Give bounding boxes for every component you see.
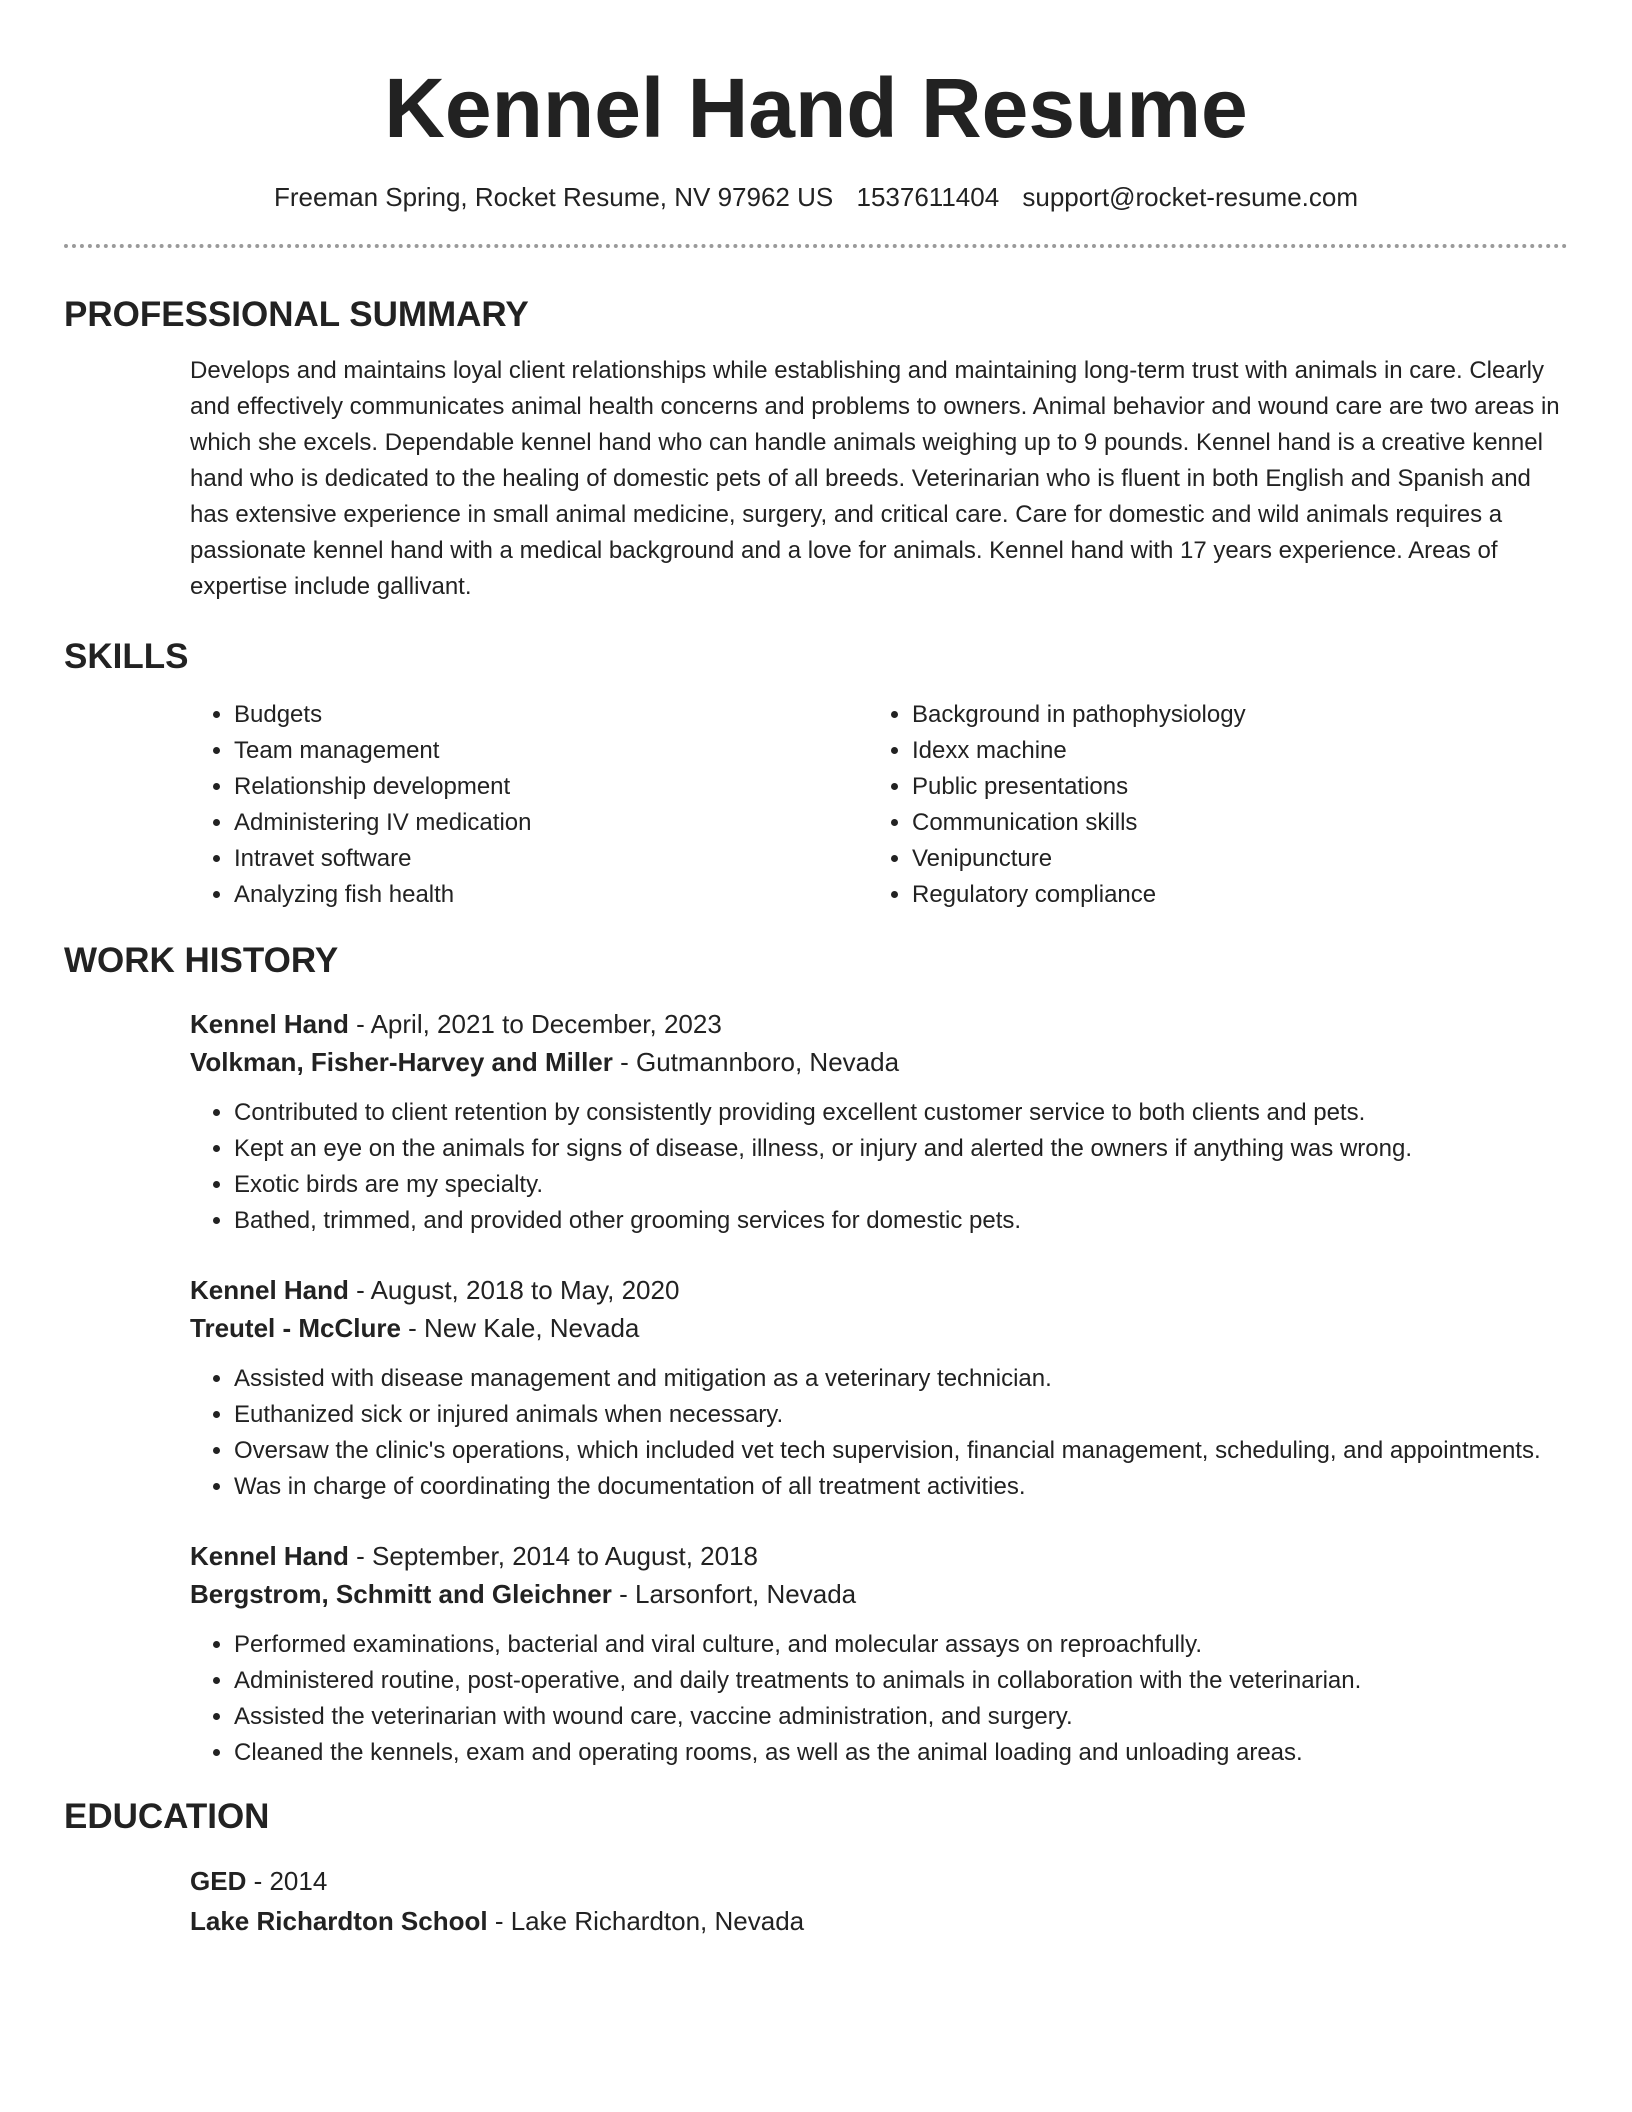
contact-phone: 1537611404 xyxy=(856,182,1000,212)
job-duty: • Cleaned the kennels, exam and operating rooms, as well as the animal loading and unloading areas. xyxy=(234,1735,1568,1771)
job-company-line xyxy=(190,1309,1568,1347)
header-divider xyxy=(64,244,1568,248)
job-location: - New Kale, Nevada xyxy=(400,1313,640,1343)
skill-item: • Background in pathophysiology xyxy=(912,697,1546,733)
summary-heading: PROFESSIONAL SUMMARY xyxy=(64,295,529,334)
education-location: - Lake Richardton, Nevada xyxy=(487,1906,805,1936)
skills-grid xyxy=(190,697,1568,913)
job-duty: • Euthanized sick or injured animals when necessary. xyxy=(234,1397,1568,1433)
skill-item: • Analyzing fish health xyxy=(234,877,868,913)
job-duty: • Bathed, trimmed, and provided other grooming services for domestic pets. xyxy=(234,1203,1568,1239)
education-year: - 2014 xyxy=(246,1866,328,1896)
job-company: Bergstrom, Schmitt and Gleichner xyxy=(190,1579,612,1609)
skill-item: • Venipuncture xyxy=(912,841,1546,877)
job-title-line xyxy=(190,1005,1568,1043)
contact-email: support@rocket-resume.com xyxy=(1022,182,1359,212)
job-duty: • Performed examinations, bacterial and viral culture, and molecular assays on reproachfully. xyxy=(234,1627,1568,1663)
skill-item: • Regulatory compliance xyxy=(912,877,1546,913)
job-dates: - August, 2018 to May, 2020 xyxy=(348,1275,680,1305)
job-title: Kennel Hand xyxy=(190,1009,349,1039)
skill-item: • Intravet software xyxy=(234,841,868,877)
job-location: - Gutmannboro, Nevada xyxy=(612,1047,900,1077)
skills-column-right xyxy=(868,697,1546,913)
job-title-line xyxy=(190,1537,1568,1575)
education-entry xyxy=(190,1861,1568,1941)
summary-text: Develops and maintains loyal client relationships while establishing and maintaining long-term trust with animals in care. Clearly and effectively communicates animal health concerns and problems to owners. Animal behavior and wound care are two areas in which she excels. Dependable kennel hand who can handle animals weighing up to 9 pounds. Kennel hand is a creative kennel hand who is dedicated to the healing of domestic pets of all breeds. Veterinarian who is fluent in both English and Spanish and has extensive experience in small animal medicine, surgery, and critical care. Care for domestic and wild animals requires a passionate kennel hand with a medical background and a love for animals. Kennel hand with 17 years experience. Areas of expertise include gallivant. xyxy=(190,357,1560,600)
job-company-line xyxy=(190,1043,1568,1081)
skill-item: • Team management xyxy=(234,733,868,769)
skill-item: • Idexx machine xyxy=(912,733,1546,769)
resume-page xyxy=(64,0,1568,1941)
job-title: Kennel Hand xyxy=(190,1541,349,1571)
skills-column-left xyxy=(190,697,868,913)
education-school: Lake Richardton School xyxy=(190,1906,488,1936)
job-company: Volkman, Fisher-Harvey and Miller xyxy=(190,1047,613,1077)
job-duty: • Oversaw the clinic's operations, which included vet tech supervision, financial management, scheduling, and appointments. xyxy=(234,1433,1568,1469)
education-school-line xyxy=(190,1901,1568,1941)
contact-address: Freeman Spring, Rocket Resume, NV 97962 US xyxy=(273,182,834,212)
skills-heading: SKILLS xyxy=(64,637,189,676)
job-duty: • Contributed to client retention by consistently providing excellent customer service to both clients and pets. xyxy=(234,1095,1568,1131)
job-company: Treutel - McClure xyxy=(190,1313,401,1343)
job-location: - Larsonfort, Nevada xyxy=(611,1579,857,1609)
job-duty: • Was in charge of coordinating the documentation of all treatment activities. xyxy=(234,1469,1568,1505)
job-company-line xyxy=(190,1575,1568,1613)
contact-line xyxy=(64,180,1568,214)
job-duties xyxy=(190,1627,1568,1771)
resume-title: Kennel Hand Resume xyxy=(384,61,1248,155)
job-dates: - September, 2014 to August, 2018 xyxy=(348,1541,758,1571)
job-duty: • Exotic birds are my specialty. xyxy=(234,1167,1568,1203)
job-duties xyxy=(190,1361,1568,1505)
job-entry xyxy=(190,1005,1568,1239)
job-entry xyxy=(190,1271,1568,1505)
job-duty: • Kept an eye on the animals for signs of disease, illness, or injury and alerted the owners if anything was wrong. xyxy=(234,1131,1568,1167)
job-dates: - April, 2021 to December, 2023 xyxy=(348,1009,722,1039)
job-duty: • Assisted with disease management and mitigation as a veterinary technician. xyxy=(234,1361,1568,1397)
skill-item: • Relationship development xyxy=(234,769,868,805)
education-heading: EDUCATION xyxy=(64,1797,270,1836)
education-degree: GED xyxy=(190,1866,247,1896)
skill-item: • Public presentations xyxy=(912,769,1546,805)
skill-item: • Budgets xyxy=(234,697,868,733)
job-duties xyxy=(190,1095,1568,1239)
skill-item: • Administering IV medication xyxy=(234,805,868,841)
skill-item: • Communication skills xyxy=(912,805,1546,841)
work-history-heading: WORK HISTORY xyxy=(64,941,339,980)
job-title: Kennel Hand xyxy=(190,1275,349,1305)
job-title-line xyxy=(190,1271,1568,1309)
job-entry xyxy=(190,1537,1568,1771)
job-duty: • Administered routine, post-operative, and daily treatments to animals in collaboration with the veterinarian. xyxy=(234,1663,1568,1699)
job-duty: • Assisted the veterinarian with wound care, vaccine administration, and surgery. xyxy=(234,1699,1568,1735)
education-degree-line xyxy=(190,1861,1568,1901)
